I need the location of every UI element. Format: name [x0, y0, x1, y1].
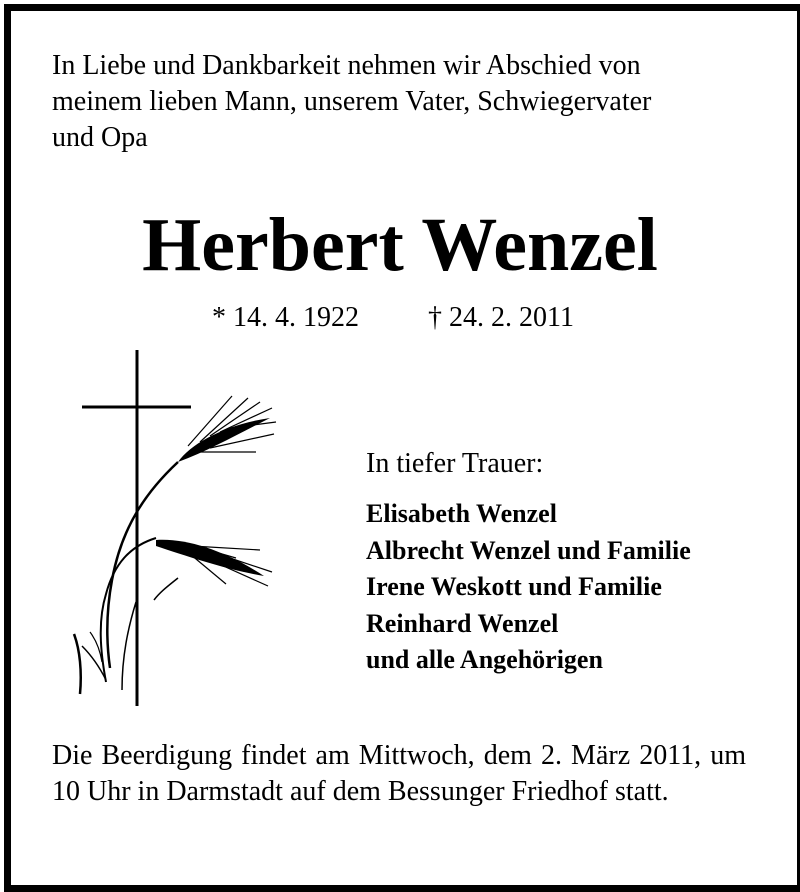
- funeral-details: Die Beerdigung findet am Mittwoch, dem 2. März 2011, um 10 Uhr in Darmstadt auf dem Bessunger Friedhof statt.: [52, 740, 746, 807]
- mourner-name: Reinhard Wenzel: [366, 608, 559, 638]
- mourner-name: Albrecht Wenzel und Familie: [366, 535, 691, 565]
- mourner-name: Elisabeth Wenzel: [366, 499, 557, 528]
- birth-date: * 14. 4. 1922: [212, 302, 359, 333]
- intro-text: In Liebe und Dankbarkeit nehmen wir Abschied von meinem lieben Mann, unserem Vater, Schwiegervater und Opa: [52, 50, 652, 153]
- cross-with-wheat-icon: [60, 350, 290, 710]
- mourner-name: Irene Weskott und Familie: [366, 572, 662, 601]
- mourning-heading: In tiefer Trauer:: [366, 448, 544, 479]
- deceased-name: Herbert Wenzel: [142, 203, 658, 287]
- death-date: † 24. 2. 2011: [428, 302, 574, 333]
- mourner-name: und alle Angehörigen: [366, 645, 603, 674]
- mourners-list: [366, 496, 691, 679]
